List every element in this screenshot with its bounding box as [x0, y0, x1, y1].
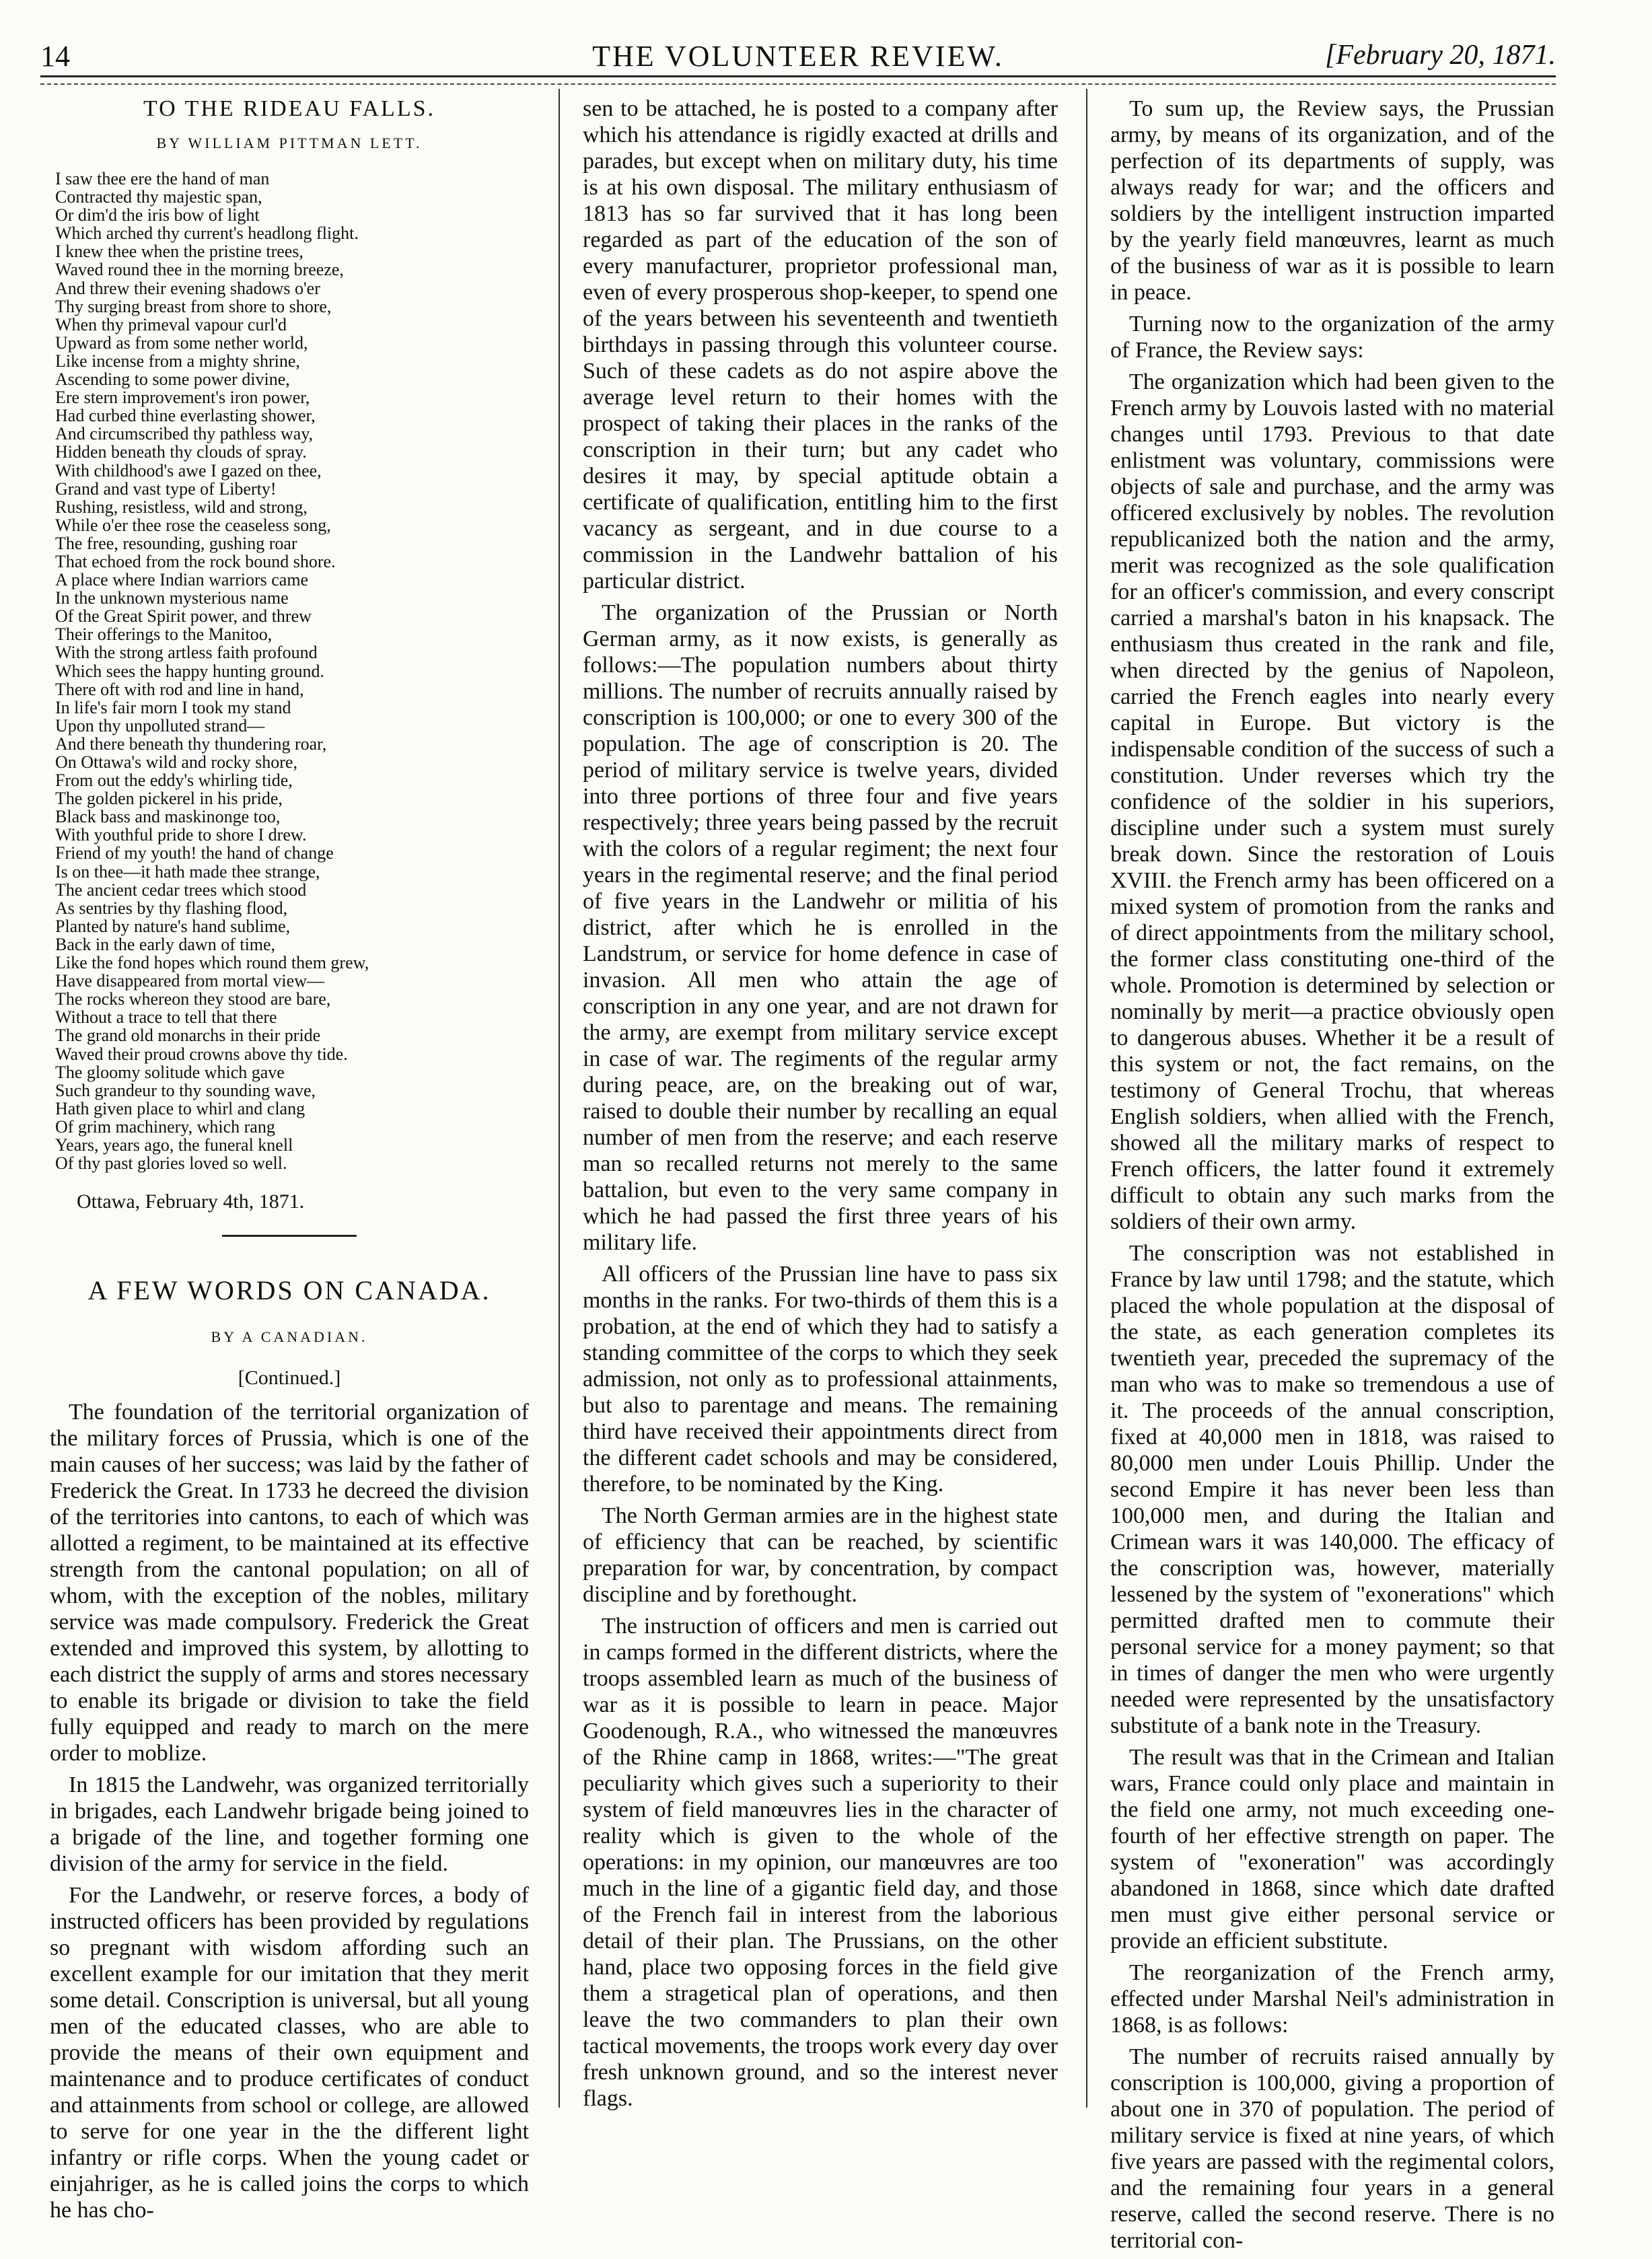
- paragraph: The reorganization of the French army, effected under Marshal Neil's administration in 1868, is as follows:: [1110, 1960, 1554, 2038]
- poem-line: Back in the early dawn of time,: [55, 934, 276, 954]
- poem-line: Waved their proud crowns above thy tide.: [55, 1044, 348, 1064]
- poem-line: Black bass and maskinonge too,: [55, 807, 281, 827]
- page-number: 14: [40, 40, 70, 73]
- poem-line: There oft with rod and line in hand,: [55, 679, 304, 699]
- poem-line: Hidden beneath thy clouds of spray.: [55, 442, 307, 462]
- poem-line: Which sees the happy hunting ground.: [55, 661, 325, 681]
- paragraph: The North German armies are in the highest state of efficiency that can be reached, by scientific preparation for war, by concentration, by compact discipline and by forethought.: [583, 1503, 1058, 1607]
- paragraph: The number of recruits raised annually by conscription is 100,000, giving a proportion of about one in 370 of population. The period of military service is fixed at nine years, of which five years are passed with the regimental colors, and the remaining four years in a general reserve, called the second reserve. There is no territorial con-: [1110, 2044, 1554, 2253]
- page-header: [40, 39, 1556, 77]
- poem-line: Upon thy unpolluted strand—: [55, 715, 265, 736]
- poem-dateline: Ottawa, February 4th, 1871.: [77, 1190, 305, 1213]
- paragraph: The organization which had been given to the French army by Louvois lasted with no material changes until 1793. Previous to that date enlistment was voluntary, commissions were objects of sale and purchase, and the army was officered exclusively by nobles. The revolution republicanized both the nation and the army, merit was recognized as the sole qualification for an officer's commission, and every conscript carried a marshal's baton in his knapsack. The enthusiasm thus created in the rank and file, when directed by the genius of Napoleon, carried the French eagles into nearly every capital in Europe. But victory is the indispensable condition of the success of such a constitution. Under reverses which try the confidence of the soldier in his superiors, discipline under such a system must surely break down. Since the restoration of Louis XVIII. the French army has been officered on a mixed system of promotion from the ranks and of direct appointments from the military school, the former class constituting one-third of the whole. Promotion is determined by selection or nominally by merit—a practice obviously open to dangerous abuses. Whether it be a result of this system or not, the fact remains, on the testimony of General Trochu, that whereas English soldiers, when allied with the French, showed all the military marks of respect to French officers, the latter found it extremely difficult to obtain any such marks from the soldiers of their own army.: [1110, 369, 1554, 1234]
- poem-line: From out the eddy's whirling tide,: [55, 770, 293, 791]
- poem-line: Rushing, resistless, wild and strong,: [55, 497, 308, 517]
- poem-line: The gloomy solitude which gave: [55, 1062, 285, 1082]
- column-divider: [559, 89, 560, 2108]
- paragraph: In 1815 the Landwehr, was organized territorially in brigades, each Landwehr brigade being joined to a brigade of the line, and together forming one division of the army for service in the field.: [50, 1772, 529, 1877]
- poem-line: I saw thee ere the hand of man: [55, 169, 270, 188]
- poem-line: Such grandeur to thy sounding wave,: [55, 1080, 316, 1100]
- paragraph: The foundation of the territorial organization of the military forces of Prussia, which is one of the main causes of her success; was laid by the father of Frederick the Great. In 1733 he decreed the division of the territories into cantons, to each of which was allotted a regiment, to be maintained at its effective strength from the cantonal population; on all of whom, with the exception of the nobles, military service was made compulsory. Frederick the Great extended and improved this system, by allotting to each district the supply of arms and stores necessary to enable its brigade or division to take the field fully equipped and ready to march on the mere order to moblize.: [50, 1400, 529, 1766]
- poem-line: Is on thee—it hath made thee strange,: [55, 861, 320, 882]
- column-2: [583, 96, 1058, 2117]
- section-separator: [222, 1235, 357, 1237]
- column-3: [1110, 96, 1554, 2259]
- poem-line: Had curbed thine everlasting shower,: [55, 406, 316, 426]
- poem-line: Years, years ago, the funeral knell: [55, 1135, 293, 1155]
- paragraph: To sum up, the Review says, the Prussian army, by means of its organization, and of the perfection of its departments of supply, was always ready for war; and the officers and soldiers by the intelligent instruction imparted by the yearly field manœuvres, learnt as much of the business of war as it is possible to learn in peace.: [1110, 96, 1554, 305]
- poem-title: TO THE RIDEAU FALLS.: [143, 96, 435, 121]
- publication-title: THE VOLUNTEER REVIEW.: [592, 40, 1004, 73]
- paragraph: For the Landwehr, or reserve forces, a body of instructed officers has been provided by regulations so pregnant with wisdom affording such an excellent example for our imitation that they merit some detail. Conscription is universal, but all young men of the educated classes, who are able to provide the means of their own equipment and maintenance and to produce certificates of conduct and attainments from school or college, are allowed to serve for one year in the the different light infantry or rifle corps. When the young cadet or einjahriger, as he is called joins the corps to which he has cho-: [50, 1883, 529, 2223]
- column-divider: [1086, 89, 1087, 2108]
- paragraph: sen to be attached, he is posted to a company after which his attendance is rigidly exacted at drills and parades, but except when on military duty, his time is at his own disposal. The military enthusiasm of 1813 has so far survived that it has long been regarded as part of the education of the son of every manufacturer, proprietor professional man, even of every prosperous shop-keeper, to spend one of the years between his seventeenth and twentieth birthdays in passing through this volunteer course. Such of these cadets as do not aspire above the average level return to their homes with the prospect of taking their places in the ranks of the conscription in their turn; but any cadet who desires it may, by special aptitude obtain a certificate of qualification, entitling him to the first vacancy as sergeant, and in due course to a commission in the Landwehr battalion of his particular district.: [583, 96, 1058, 594]
- paragraph: The instruction of officers and men is carried out in camps formed in the different districts, where the troops assembled learn as much of the business of war as it is possible to learn in peace. Major Goodenough, R.A., who witnessed the manœuvres of the Rhine camp in 1868, writes:—"The great peculiarity which gives such a superiority to their system of field manœuvres lies in the character of reality which is given to the whole of the operations: in my opinion, our manœuvres are too much in the line of a gigantic field day, and those of the French fail in interest from the laborious detail of their plan. The Prussians, on the other hand, place two opposing forces in the field give them a stragetical plan of operations, and then leave the two commanders to plan their own tactical movements, the troops work every day over fresh unknown ground, and so the interest never flags.: [583, 1614, 1058, 2111]
- article-byline: BY A CANADIAN.: [211, 1328, 368, 1346]
- poem-line: Of thy past glories loved so well.: [55, 1153, 287, 1174]
- poem-line: Like incense from a mighty shrine,: [55, 351, 300, 371]
- poem-line: And circumscribed thy pathless way,: [55, 424, 314, 444]
- paragraph: All officers of the Prussian line have to pass six months in the ranks. For two-thirds of them this is a probation, at the end of which they had to satisfy a standing committee of the corps to which they seek admission, not only as to professional attainments, but also to parentage and means. The remaining third have received their appointments direct from the different cadet schools and may be considered, therefore, to be nominated by the King.: [583, 1262, 1058, 1497]
- poem-line: Ere stern improvement's iron power,: [55, 388, 310, 408]
- poem-line: Planted by nature's hand sublime,: [55, 916, 291, 936]
- poem-line: The rocks whereon they stood are bare,: [55, 989, 331, 1009]
- poem-line: While o'er thee rose the ceaseless song,: [55, 515, 331, 535]
- paragraph: The organization of the Prussian or North German army, as it now exists, is generally as follows:—The population numbers about thirty millions. The number of recruits annually raised by conscription is 100,000; or one to every 300 of the population. The age of conscription is 20. The period of military service is twelve years, divided into three portions of three four and five years respectively; three years being passed by the recruit with the colors of a regular regiment; the next four years in the regimental reserve; and the final period of five years in the Landwehr or militia of his district, after which he is enrolled in the Landstrum, or service for home defence in case of invasion. All men who attain the age of conscription in any one year, and are not drawn for the army, are exempt from military service except in case of war. The regiments of the regular army during peace, are, on the breaking out of war, raised to double their number by recalling an equal number of men from the reserve; and each reserve man so recalled returns not merely to the same battalion, but even to the very same company in which he had passed the first three years of his military life.: [583, 600, 1058, 1255]
- poem-line: I knew thee when the pristine trees,: [55, 242, 303, 262]
- poem-line: Of grim machinery, which rang: [55, 1116, 275, 1137]
- poem-line: With the strong artless faith profound: [55, 643, 318, 663]
- poem-line: Their offerings to the Manitoo,: [55, 624, 273, 645]
- poem-line: Like the fond hopes which round them grew,: [55, 953, 369, 973]
- poem-line: A place where Indian warriors came: [55, 570, 309, 590]
- poem-byline: BY WILLIAM PITTMAN LETT.: [156, 135, 423, 151]
- poem-line: Grand and vast type of Liberty!: [55, 478, 277, 499]
- article-title: A FEW WORDS ON CANADA.: [87, 1275, 491, 1306]
- poem-line: Which arched thy current's headlong flight.: [55, 223, 359, 244]
- poem-line: In the unknown mysterious name: [55, 588, 289, 608]
- poem-line: When thy primeval vapour curl'd: [55, 314, 287, 334]
- poem-line: In life's fair morn I took my stand: [55, 697, 291, 717]
- column-1: [50, 96, 529, 2229]
- poem-line: Without a trace to tell that there: [55, 1007, 277, 1028]
- poem-line: The golden pickerel in his pride,: [55, 789, 283, 809]
- poem-line: The grand old monarchs in their pride: [55, 1026, 321, 1046]
- poem-line: Waved round thee in the morning breeze,: [55, 260, 344, 280]
- poem-line: Upward as from some nether world,: [55, 332, 308, 353]
- poem-line: Of the Great Spirit power, and threw: [55, 606, 312, 626]
- paragraph: The result was that in the Crimean and Italian wars, France could only place and maintain in the field one army, not much exceeding one-fourth of her effective strength on paper. The system of "exoneration" was accordingly abandoned in 1868, since which date drafted men must give either personal service or provide an efficient substitute.: [1110, 1745, 1554, 1953]
- poem-line: With youthful pride to shore I drew.: [55, 825, 307, 845]
- poem-line: Contracted thy majestic span,: [55, 187, 262, 207]
- paragraph: Turning now to the organization of the army of France, the Review says:: [1110, 312, 1554, 363]
- poem-line: Ascending to some power divine,: [55, 369, 290, 390]
- poem-line: Have disappeared from mortal view—: [55, 971, 324, 991]
- poem-line: And there beneath thy thundering roar,: [55, 733, 327, 754]
- poem-line: Friend of my youth! the hand of change: [55, 843, 334, 863]
- poem-line: Thy surging breast from shore to shore,: [55, 296, 332, 316]
- poem-line: That echoed from the rock bound shore.: [55, 551, 336, 571]
- header-dashed-rule: [40, 83, 1556, 85]
- paragraph: The conscription was not established in France by law until 1798; and the statute, which placed the whole population at the disposal of the state, as each generation completes its twentieth year, preceded the supremacy of the man who was to make so tremendous a use of it. The proceeds of the annual conscription, fixed at 40,000 men in 1818, was raised to 80,000 men under Louis Phillip. Under the second Empire it has never been less than 100,000 men, and during the Italian and Crimean wars it was 140,000. The efficacy of the conscription was, however, materially lessened by the system of "exonerations" which permitted drafted men to commute their personal service for a money payment; so that in times of danger the men who were urgently needed were represented by the unsatisfactory substitute of a bank note in the Treasury.: [1110, 1241, 1554, 1738]
- issue-date: [February 20, 1871.: [1325, 40, 1556, 71]
- poem-line: Or dim'd the iris bow of light: [55, 205, 260, 225]
- poem-line: The free, resounding, gushing roar: [55, 533, 297, 553]
- poem-line: Hath given place to whirl and clang: [55, 1098, 306, 1118]
- poem-line: On Ottawa's wild and rocky shore,: [55, 752, 297, 772]
- continued-note: [Continued.]: [238, 1367, 341, 1390]
- poem-line: With childhood's awe I gazed on thee,: [55, 460, 322, 480]
- header-rule: [40, 75, 1556, 77]
- poem-line: As sentries by thy flashing flood,: [55, 898, 288, 918]
- poem-line: The ancient cedar trees which stood: [55, 880, 307, 900]
- poem-body: [50, 170, 529, 1172]
- poem-line: And threw their evening shadows o'er: [55, 278, 320, 298]
